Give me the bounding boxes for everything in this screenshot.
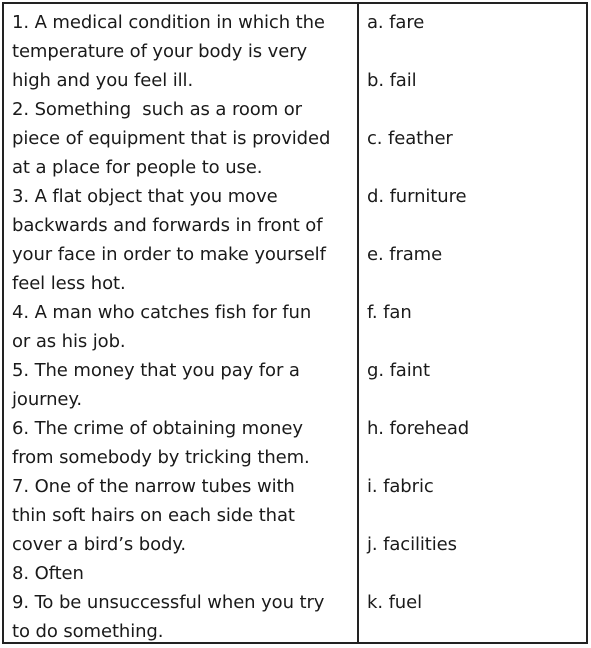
definition-line: 6. The crime of obtaining money	[12, 418, 303, 439]
definition-line: 7. One of the narrow tubes with	[12, 476, 295, 497]
word-option: g. faint	[367, 360, 430, 381]
definitions-column	[4, 4, 359, 642]
definition-line: 3. A flat object that you move	[12, 186, 278, 207]
definition-line: cover a bird’s body.	[12, 534, 186, 555]
definition-line: 8. Often	[12, 563, 84, 584]
definition-line: journey.	[12, 389, 82, 410]
word-spacer	[367, 211, 586, 240]
definition-line: feel less hot.	[12, 273, 126, 294]
word-option: d. furniture	[367, 186, 467, 207]
definition-line: 9. To be unsuccessful when you try	[12, 592, 325, 613]
word-option: h. forehead	[367, 418, 470, 439]
word-spacer	[367, 501, 586, 530]
word-spacer	[367, 37, 586, 66]
word-spacer	[367, 617, 586, 646]
word-spacer	[367, 95, 586, 124]
word-spacer	[367, 559, 586, 588]
word-option: j. facilities	[367, 534, 457, 555]
word-option: b. fail	[367, 70, 417, 91]
definition-line: high and you feel ill.	[12, 70, 194, 91]
word-spacer	[367, 153, 586, 182]
word-option: a. fare	[367, 12, 425, 33]
definition-line: 5. The money that you pay for a	[12, 360, 300, 381]
definition-line: 1. A medical condition in which the	[12, 12, 325, 33]
definition-line: 4. A man who catches fish for fun	[12, 302, 312, 323]
word-spacer	[367, 443, 586, 472]
definition-line: or as his job.	[12, 331, 126, 352]
words-column	[359, 4, 586, 642]
definition-line: to do something.	[12, 621, 164, 642]
definition-line: at a place for people to use.	[12, 157, 263, 178]
word-spacer	[367, 269, 586, 298]
word-spacer	[367, 327, 586, 356]
word-option: f. fan	[367, 302, 412, 323]
definition-line: 2. Something such as a room or	[12, 99, 302, 120]
word-option: i. fabric	[367, 476, 434, 497]
word-option: c. feather	[367, 128, 453, 149]
definition-line: thin soft hairs on each side that	[12, 505, 295, 526]
definition-line: temperature of your body is very	[12, 41, 308, 62]
definition-line: from somebody by tricking them.	[12, 447, 310, 468]
definition-line: piece of equipment that is provided	[12, 128, 331, 149]
definition-line: backwards and forwards in front of	[12, 215, 323, 236]
word-option: k. fuel	[367, 592, 422, 613]
matching-table	[2, 2, 588, 644]
word-option: e. frame	[367, 244, 443, 265]
word-spacer	[367, 385, 586, 414]
definition-line: your face in order to make yourself	[12, 244, 326, 265]
